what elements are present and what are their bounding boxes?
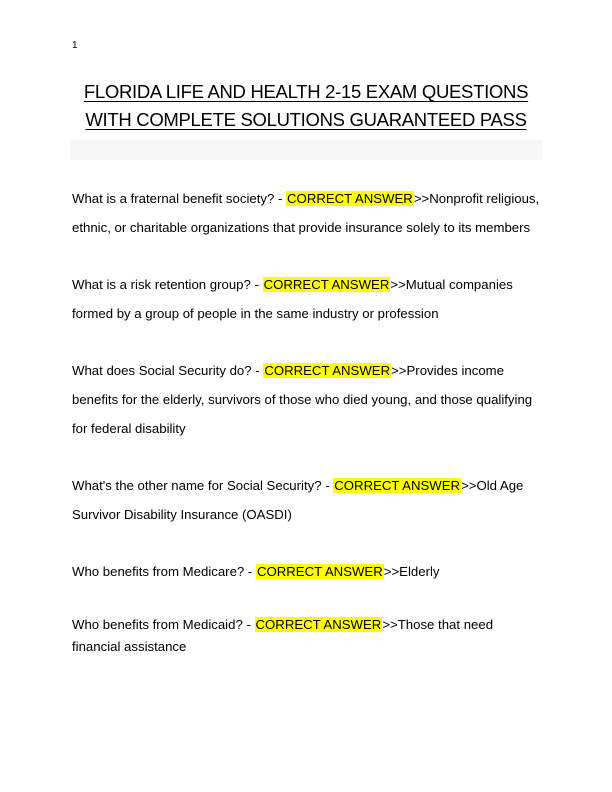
page-number: 1 (72, 40, 78, 51)
question-text: What is a risk retention group? - (72, 277, 263, 292)
correct-answer-label: CORRECT ANSWER (287, 191, 413, 206)
question-text: Who benefits from Medicare? - (72, 564, 256, 579)
qa-list (72, 184, 542, 686)
correct-answer-label: CORRECT ANSWER (264, 363, 391, 378)
answer-text: >>Mutual companies formed by a group of people in the same industry or profession (72, 277, 513, 321)
answer-text: >>Nonprofit religious, ethnic, or charitable organizations that provide insurance solely to its members (72, 191, 540, 235)
qa-item-social-security-other-name (72, 471, 542, 529)
question-text: Who benefits from Medicaid? - (72, 617, 255, 632)
question-text: What does Social Security do? - (72, 363, 264, 378)
qa-item-medicare (72, 557, 542, 586)
qa-item-medicaid (72, 614, 542, 658)
answer-text: >>Those that need financial assistance (72, 617, 494, 654)
title-shading-band (70, 140, 542, 160)
qa-item-social-security (72, 356, 542, 443)
qa-item-risk-retention-group (72, 270, 542, 328)
correct-answer-label: CORRECT ANSWER (255, 617, 382, 632)
title-line-2: WITH COMPLETE SOLUTIONS GUARANTEED PASS (85, 109, 527, 130)
answer-text: >>Elderly (383, 564, 440, 579)
question-text: What is a fraternal benefit society? - (72, 191, 287, 206)
correct-answer-label: CORRECT ANSWER (334, 478, 461, 493)
qa-item-fraternal-benefit-society (72, 184, 542, 242)
answer-text: >>Provides income benefits for the elderly, survivors of those who died young, and those qualifying for federal disability (72, 363, 533, 436)
correct-answer-label: CORRECT ANSWER (256, 564, 383, 579)
document-title (56, 78, 556, 134)
title-line-1: FLORIDA LIFE AND HEALTH 2-15 EXAM QUESTIONS (83, 81, 529, 102)
answer-text: >>Old Age Survivor Disability Insurance (OASDI) (72, 478, 524, 522)
question-text: What's the other name for Social Security? - (72, 478, 334, 493)
correct-answer-label: CORRECT ANSWER (263, 277, 390, 292)
